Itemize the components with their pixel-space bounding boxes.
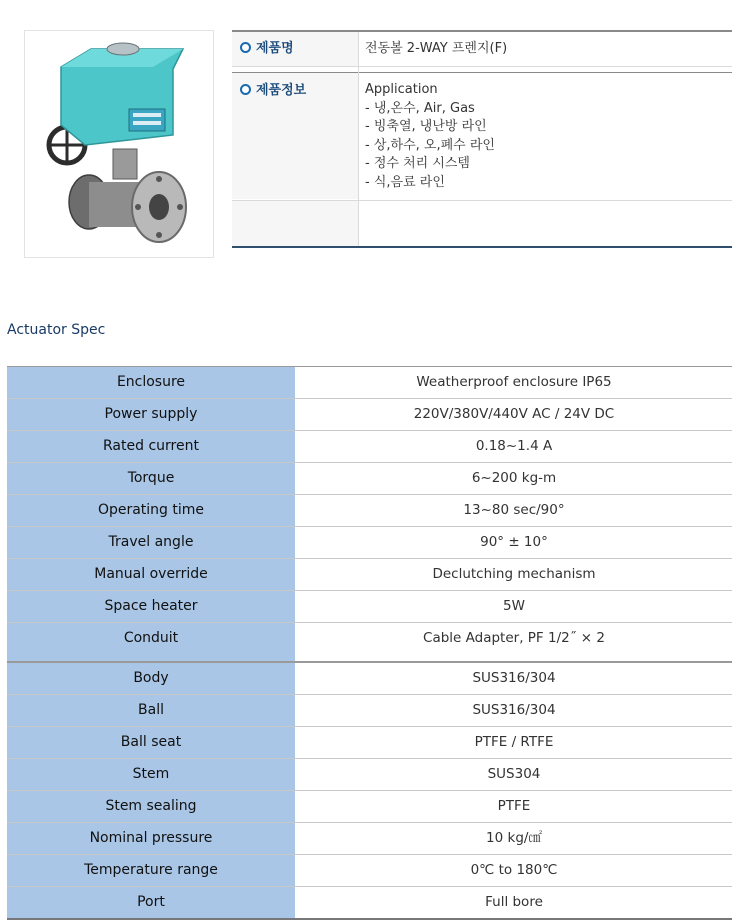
- info-line: - 정수 처리 시스템: [365, 156, 470, 172]
- spec-row: [7, 759, 732, 790]
- spec-key: Body: [7, 663, 295, 694]
- spec-row: [7, 463, 732, 494]
- spec-key: Nominal pressure: [7, 823, 295, 854]
- spec-row: [7, 663, 732, 694]
- info-line: - 식,음료 라인: [365, 174, 445, 190]
- spec-row: [7, 623, 732, 661]
- product-info-table: [232, 30, 732, 190]
- spec-row: [7, 495, 732, 526]
- spec-key: Conduit: [7, 623, 295, 661]
- product-name-row: [232, 32, 732, 66]
- column-divider: [358, 32, 359, 246]
- spec-value: 6~200 kg-m: [296, 463, 732, 494]
- spec-value: SUS304: [296, 759, 732, 790]
- spec-row: [7, 527, 732, 558]
- product-info-value: [359, 73, 732, 199]
- spec-row: [7, 823, 732, 854]
- spec-value: 10 kg/㎠: [296, 823, 732, 854]
- section-title: Actuator Spec: [7, 322, 106, 338]
- spec-row: [7, 591, 732, 622]
- row-divider: [232, 66, 732, 67]
- spec-value: SUS316/304: [296, 695, 732, 726]
- spec-row: [7, 399, 732, 430]
- spec-value: 5W: [296, 591, 732, 622]
- circle-bullet-icon: [240, 42, 251, 53]
- spec-row: [7, 855, 732, 886]
- product-photo: [24, 30, 214, 258]
- spec-value: 90° ± 10°: [296, 527, 732, 558]
- product-info-row: [232, 73, 732, 199]
- spec-row: [7, 695, 732, 726]
- table-bottom-border: [7, 918, 732, 920]
- spec-key: Temperature range: [7, 855, 295, 886]
- empty-label-cell: [232, 201, 358, 246]
- spec-value: 13~80 sec/90°: [296, 495, 732, 526]
- spec-key: Rated current: [7, 431, 295, 462]
- spec-value: Weatherproof enclosure IP65: [296, 367, 732, 398]
- product-name-label: 제품명: [232, 32, 358, 66]
- spec-value: Full bore: [296, 887, 732, 918]
- spec-key: Manual override: [7, 559, 295, 590]
- spec-key: Stem: [7, 759, 295, 790]
- spec-value: PTFE: [296, 791, 732, 822]
- spec-key: Port: [7, 887, 295, 918]
- info-line: Application: [365, 82, 438, 97]
- spec-key: Space heater: [7, 591, 295, 622]
- product-name-value: 전동볼 2-WAY 프렌지(F): [365, 41, 508, 56]
- spec-row: [7, 887, 732, 918]
- product-info-label: 제품정보: [232, 73, 358, 199]
- info-line: - 상,하수, 오,폐수 라인: [365, 137, 495, 153]
- spec-row: [7, 791, 732, 822]
- spec-row: [7, 367, 732, 398]
- spec-key: Enclosure: [7, 367, 295, 398]
- spec-value: SUS316/304: [296, 663, 732, 694]
- spec-key: Ball seat: [7, 727, 295, 758]
- spec-row: [7, 727, 732, 758]
- spec-value: Cable Adapter, PF 1/2˝ × 2: [296, 623, 732, 661]
- electric-ball-valve-image: [31, 37, 207, 251]
- empty-row: [232, 201, 732, 246]
- info-line: - 냉,온수, Air, Gas: [365, 100, 475, 116]
- spec-value: 0℃ to 180℃: [296, 855, 732, 886]
- spec-key: Stem sealing: [7, 791, 295, 822]
- spec-key: Travel angle: [7, 527, 295, 558]
- info-line: - 빙축열, 냉난방 라인: [365, 119, 487, 135]
- spec-key: Operating time: [7, 495, 295, 526]
- spec-value: Declutching mechanism: [296, 559, 732, 590]
- spec-row: [7, 559, 732, 590]
- table-bottom-border: [232, 246, 732, 248]
- spec-key: Power supply: [7, 399, 295, 430]
- spec-value: 220V/380V/440V AC / 24V DC: [296, 399, 732, 430]
- spec-value: PTFE / RTFE: [296, 727, 732, 758]
- spec-key: Torque: [7, 463, 295, 494]
- spec-row: [7, 431, 732, 462]
- spec-value: 0.18~1.4 A: [296, 431, 732, 462]
- spec-key: Ball: [7, 695, 295, 726]
- circle-bullet-icon: [240, 84, 251, 95]
